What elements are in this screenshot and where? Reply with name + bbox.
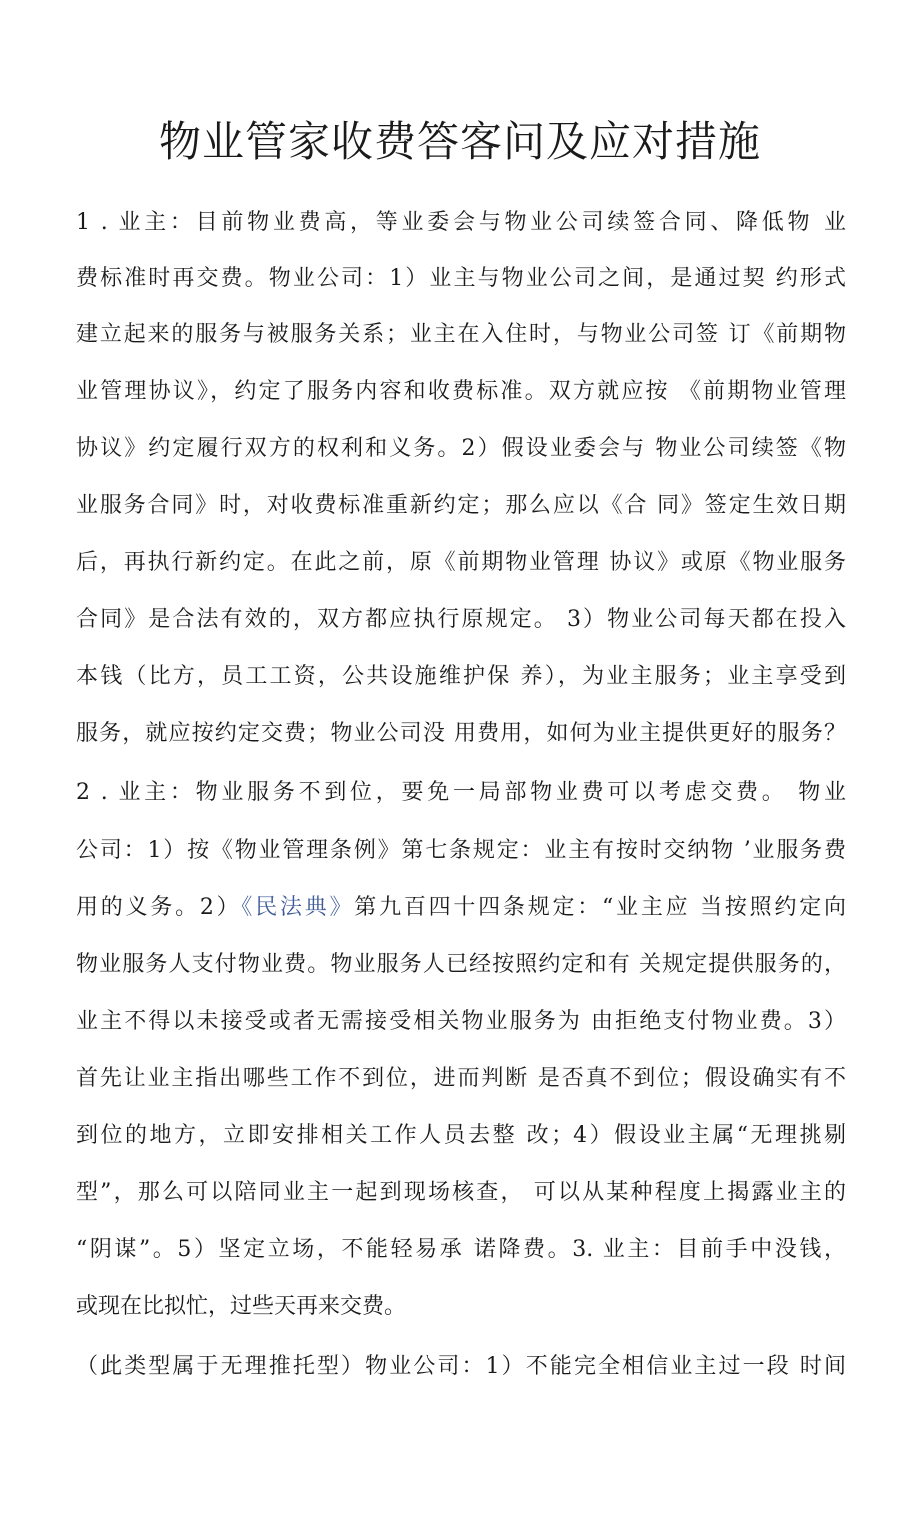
text-line: 费标准时再交费。物业公司：1）业主与物业公司之间，是通过契 约形式	[76, 266, 846, 291]
text-segment: 用的义务。2）	[76, 895, 242, 920]
text-line: 合同》是合法有效的，双方都应执行原规定。 3）物业公司每天都在投入	[76, 607, 846, 632]
text-line: 后，再执行新约定。在此之前，原《前期物业管理 协议》或原《物业服务	[76, 550, 846, 575]
civil-code-link[interactable]: 《民法典》	[241, 895, 355, 920]
text-line: 2 . 业主：物业服务不到位，要免一局部物业费可以考虑交费。 物业	[76, 780, 846, 805]
text-line-with-link	[76, 893, 846, 923]
text-line: 物业服务人支付物业费。物业服务人已经按照约定和有 关规定提供服务的，	[76, 952, 846, 977]
text-line: 1 . 业主：目前物业费高，等业委会与物业公司续签合同、降低物 业	[76, 210, 846, 235]
text-line: 业服务合同》时，对收费标准重新约定；那么应以《合 同》签定生效日期	[76, 493, 846, 518]
text-line: 到位的地方，立即安排相关工作人员去整 改；4）假设业主属“无理挑剔	[76, 1123, 846, 1148]
text-line: 本钱（比方，员工工资，公共设施维护保 养），为业主服务；业主享受到	[76, 664, 846, 689]
text-line: 建立起来的服务与被服务关系；业主在入住时，与物业公司签 订《前期物	[76, 322, 846, 347]
text-line: 型”，那么可以陪同业主一起到现场核查， 可以从某种程度上揭露业主的	[76, 1180, 846, 1205]
text-line: 或现在比拟忙，过些天再来交费。	[76, 1294, 407, 1319]
text-line: 公司：1）按《物业管理条例》第七条规定：业主有按时交纳物 ’业服务费	[76, 838, 846, 863]
text-line: 首先让业主指出哪些工作不到位，进而判断 是否真不到位；假设确实有不	[76, 1066, 846, 1091]
text-line: 业管理协议》，约定了服务内容和收费标准。双方就应按 《前期物业管理	[76, 379, 846, 404]
text-line: （此类型属于无理推托型）物业公司：1）不能完全相信业主过一段 时间	[76, 1354, 846, 1379]
text-line: 业主不得以未接受或者无需接受相关物业服务为 由拒绝支付物业费。3）	[76, 1009, 846, 1034]
text-line: 服务，就应按约定交费；物业公司没 用费用，如何为业主提供更好的服务？	[76, 721, 846, 746]
text-line: 协议》约定履行双方的权利和义务。2）假设业委会与 物业公司续签《物	[76, 436, 846, 461]
document-title: 物业管家收费答客问及应对措施	[158, 117, 761, 166]
text-line: “阴谋”。5）坚定立场，不能轻易承 诺降费。3. 业主：目前手中没钱，	[76, 1237, 846, 1262]
text-segment: 第九百四十四条规定：“业主应 当按照约定向	[354, 895, 846, 920]
